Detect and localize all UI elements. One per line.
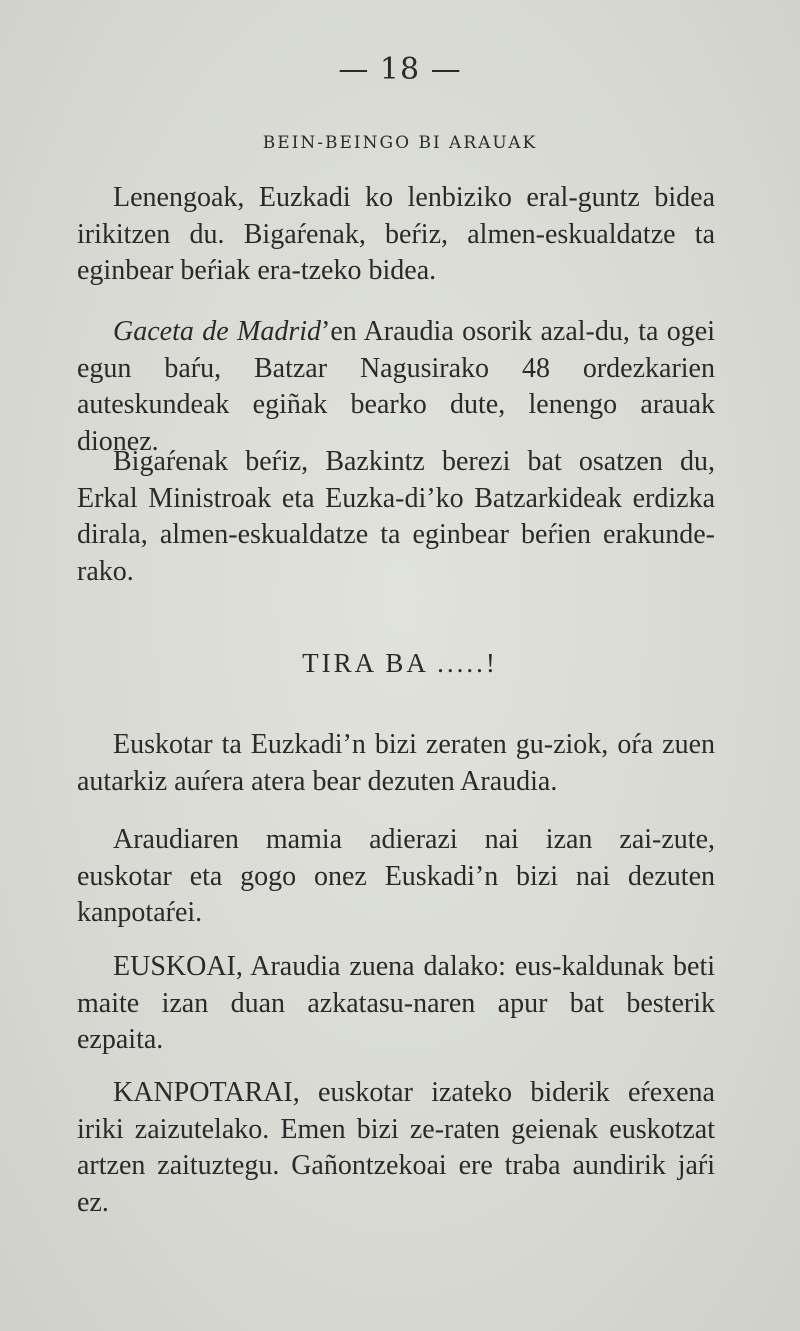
page-number: — 18 — — [338, 52, 462, 87]
paragraph-kanpotarai — [77, 1075, 715, 1221]
paragraph-text: EUSKOAI, Araudia zuena dalako: eus-kaldunak beti maite izan duan azkatasu-naren apur bat besterik ezpaita. — [77, 951, 715, 1055]
paragraph-text: Euskotar ta Euzkadi’n bizi zeraten gu-ziok, oŕa zuen autarkiz auŕera atera bear dezuten Araudia. — [77, 729, 715, 797]
section-heading-bein-beingo: BEIN-BEINGO BI ARAUAK — [262, 133, 538, 153]
paragraph-text: KANPOTARAI, euskotar izateko biderik eŕexena iriki zaizutelako. Emen bizi ze-raten geienak euskotzat artzen zaituztegu. Gañontzekoai ere traba aundirik jaŕi ez. — [77, 1077, 715, 1218]
paragraph-text: ’en Araudia osorik azal-du, ta ogei egun baŕu, Batzar Nagusirako 48 ordezkarien auteskundeak egiñak bearko dute, lenengo arauak dionez. — [77, 316, 715, 457]
section-heading-tira-ba: TIRA BA .....! — [302, 648, 498, 678]
paragraph-bigarenak — [77, 444, 715, 590]
paragraph-text: Lenengoak, Euzkadi ko lenbiziko eral-guntz bidea irikitzen du. Bigaŕenak, beŕiz, almen-eskualdatze ta eginbear beŕiak era-tzeko bidea. — [77, 182, 715, 286]
paragraph-euskoai — [77, 949, 715, 1059]
paragraph-text: Bigaŕenak beŕiz, Bazkintz berezi bat osatzen du, Erkal Ministroak eta Euzka-di’ko Batzarkideak erdizka dirala, almen-eskualdatze ta eginbear beŕien erakunde-rako. — [77, 446, 715, 587]
paragraph-gaceta — [77, 314, 715, 460]
paragraph-lenengoak — [77, 180, 715, 290]
paragraph-italic-title: Gaceta de Madrid — [113, 316, 322, 347]
paragraph-euskotar — [77, 727, 715, 800]
paragraph-araudiaren — [77, 822, 715, 932]
paragraph-text: Araudiaren mamia adierazi nai izan zai-zute, euskotar eta gogo onez Euskadi’n bizi nai dezuten kanpotaŕei. — [77, 824, 715, 928]
